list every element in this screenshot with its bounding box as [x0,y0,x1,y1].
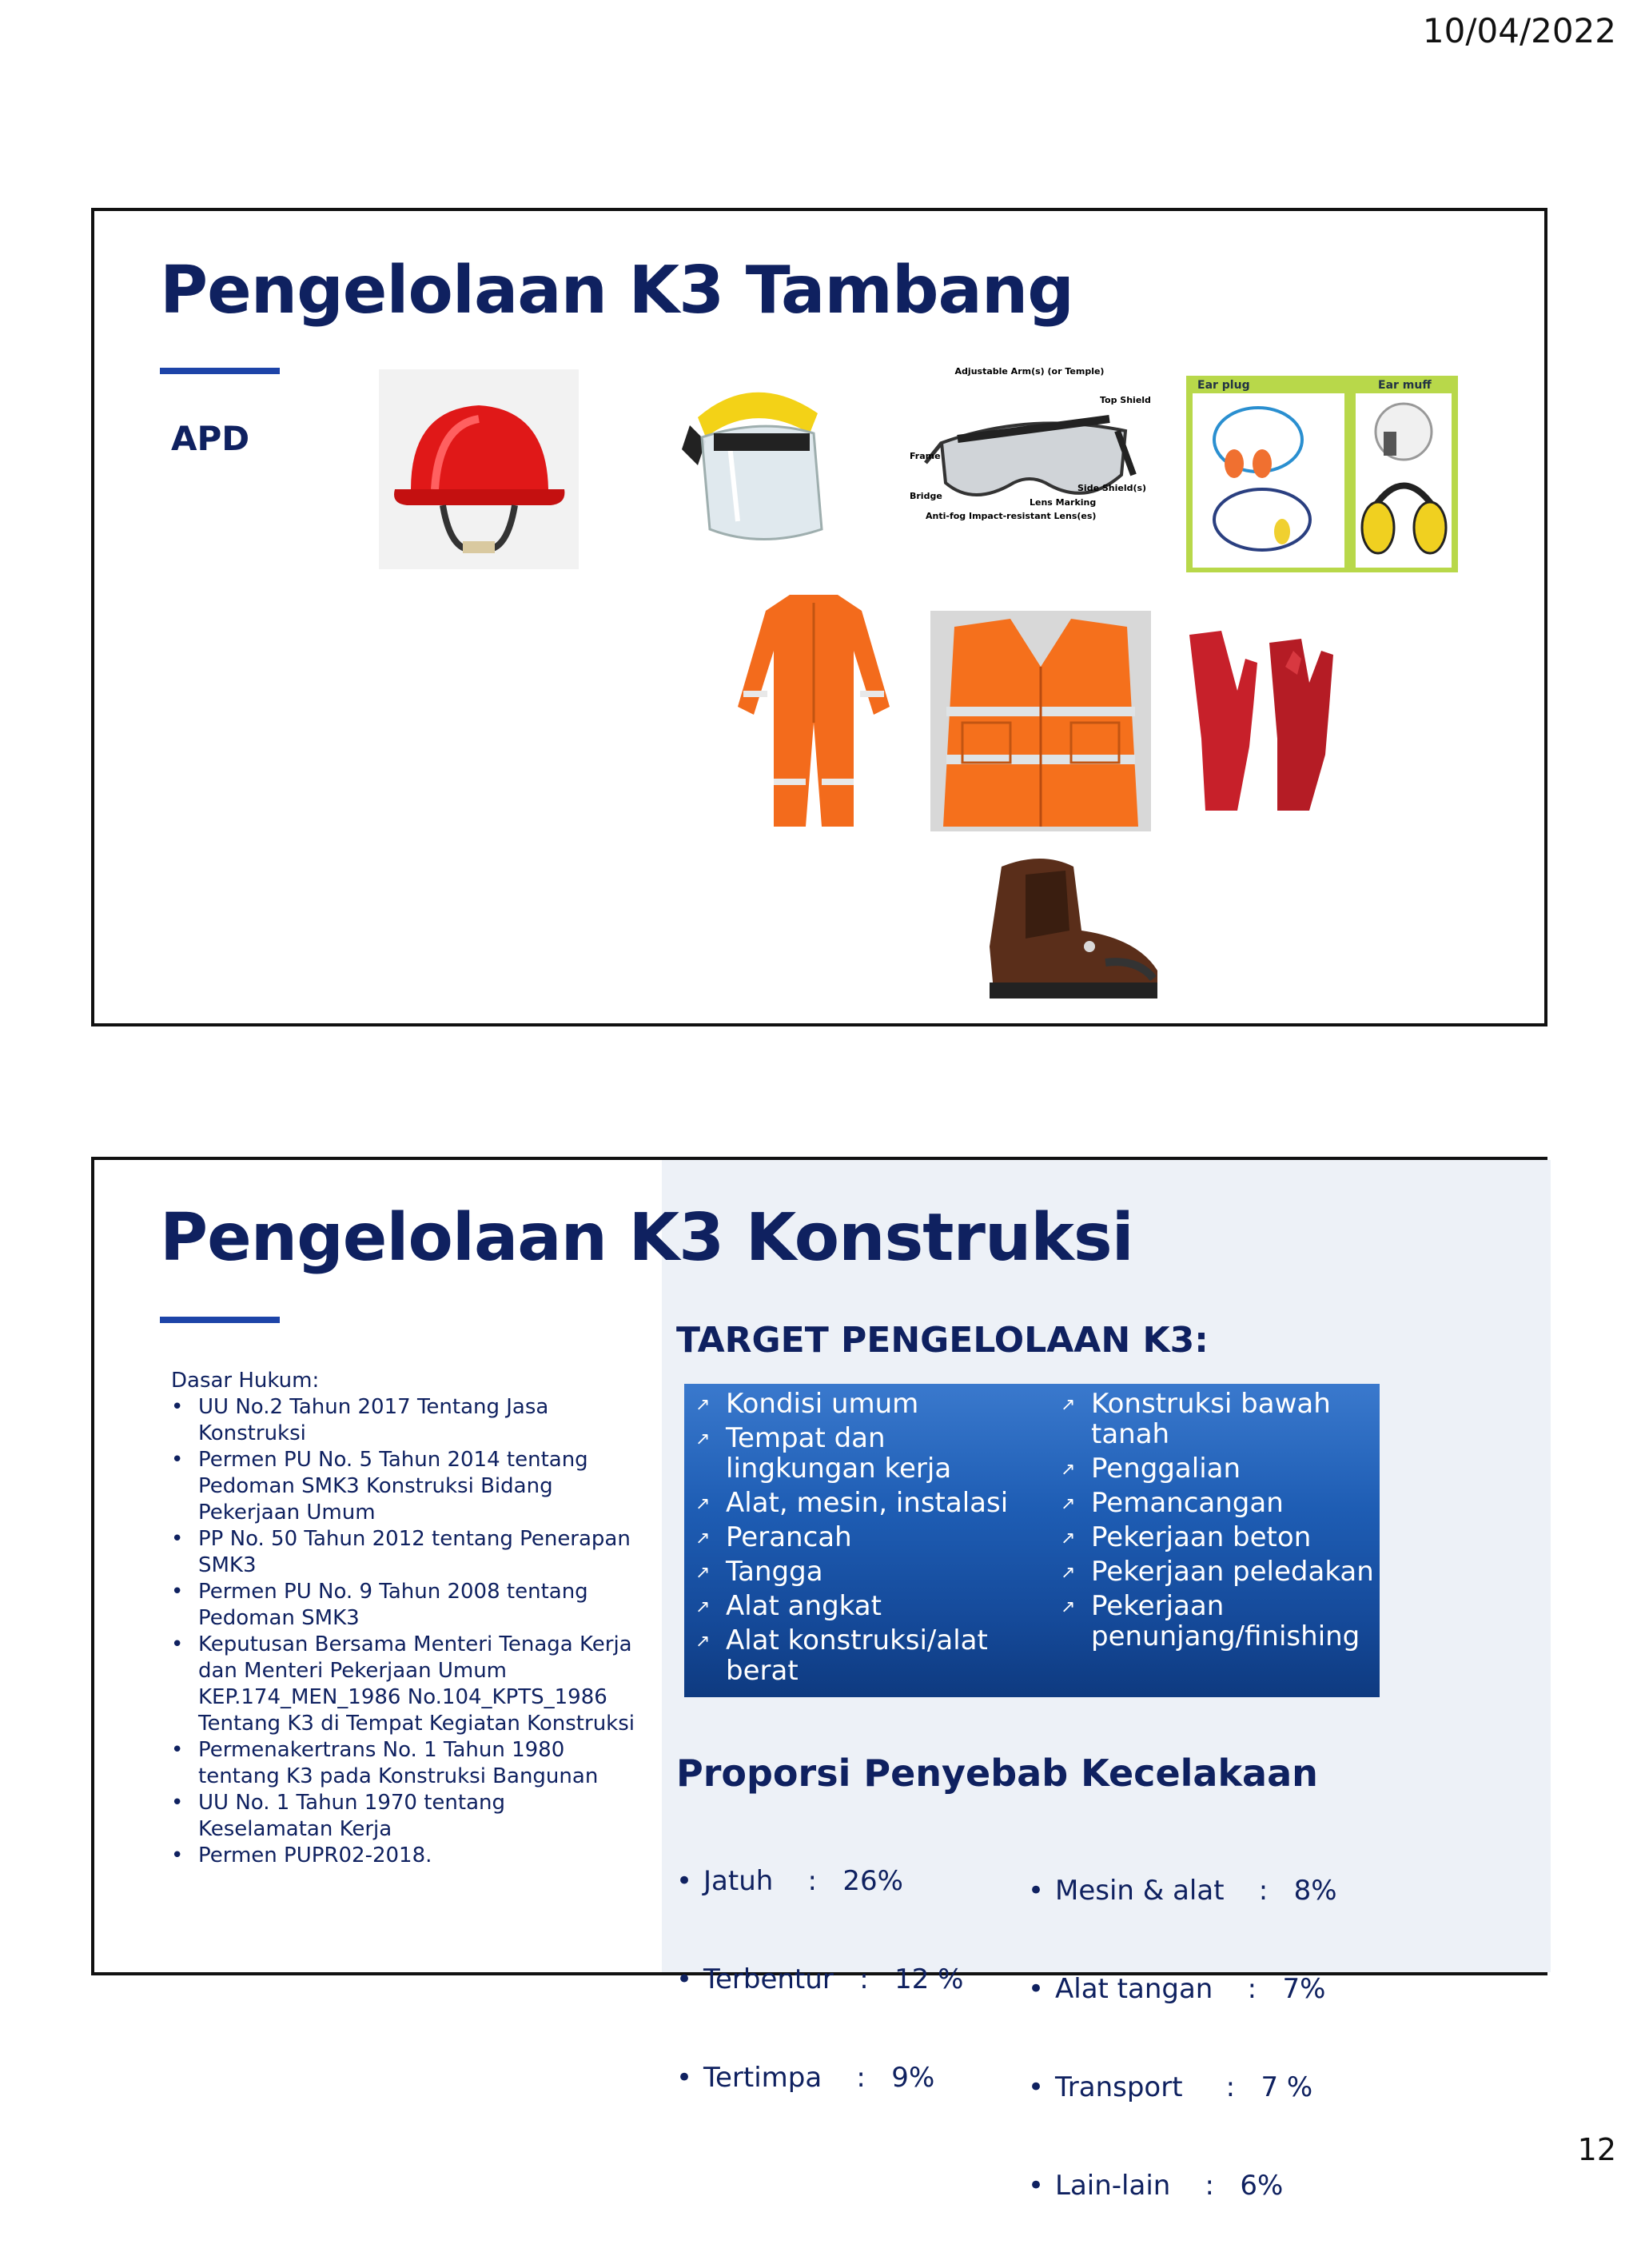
target-list-left [691,1389,1034,1690]
slide-title: Pengelolaan K3 Tambang [160,253,1073,329]
list-item: • UU No.2 Tahun 2017 Tentang Jasa Konstruksi [171,1394,635,1447]
list-item: • Transport : 7 % [1028,2071,1337,2104]
arrow-icon: ↗ [1061,1460,1076,1480]
proportion-heading: Proporsi Penyebab Kecelakaan [676,1752,1318,1795]
list-item: • Permenakertrans No. 1 Tahun 1980 tentang K3 pada Konstruksi Bangunan [171,1737,635,1790]
list-item: • Permen PU No. 9 Tahun 2008 tentang Pedoman SMK3 [171,1579,635,1632]
safety-boot-image [978,851,1169,1002]
list-item: ↗ Pemancangan [1061,1487,1284,1519]
legal-list [171,1394,635,1869]
gloves-image [1181,627,1357,819]
arrow-icon: ↗ [1061,1597,1076,1617]
list-item: • Terbentur : 12 % [676,1963,963,1996]
list-item: ↗ Tangga [695,1556,823,1588]
legal-basis [171,1368,635,1869]
page-number: 12 [1577,2132,1616,2167]
callout-side-shield: Side Shield(s) [1077,483,1147,493]
callout-frame: Frame [910,451,941,461]
list-item: ↗ Pekerjaan beton [1061,1521,1312,1553]
face-shield-image [658,369,850,553]
list-item: ↗ Penggalian [1061,1453,1241,1485]
title-accent-bar [160,368,280,374]
arrow-icon: ↗ [695,1563,711,1583]
callout-top-shield: Top Shield [1100,395,1151,405]
list-item: ↗ Alat, mesin, instalasi [695,1487,1009,1519]
list-item: • Lain-lain : 6% [1028,2170,1337,2202]
callout-temple: Adjustable Arm(s) (or Temple) [954,366,1105,377]
arrow-icon: ↗ [1061,1494,1076,1514]
arrow-icon: ↗ [1061,1563,1076,1583]
ear-plug-label: Ear plug [1197,379,1250,392]
list-item: ↗ Konstruksi bawah tanah [1061,1388,1331,1450]
safety-glasses-diagram [910,363,1149,563]
document-date: 10/04/2022 [1422,11,1616,50]
arrow-icon: ↗ [1061,1529,1076,1549]
slide-title: Pengelolaan K3 Konstruksi [160,1200,1133,1276]
apd-label: APD [171,419,250,458]
list-item: ↗ Pekerjaan penunjang/finishing [1061,1590,1360,1652]
callout-lens: Anti-fog Impact-resistant Lens(es) [926,511,1097,521]
list-item: • Alat tangan : 7% [1028,1973,1337,2006]
slide-k3-tambang [91,208,1547,1026]
list-item: ↗ Tempat dan lingkungan kerja [695,1422,952,1485]
ear-muff-label: Ear muff [1378,379,1432,392]
arrow-icon: ↗ [695,1494,711,1514]
list-item: ↗ Alat konstruksi/alat berat [695,1624,988,1687]
list-item: • PP No. 50 Tahun 2012 tentang Penerapan SMK3 [171,1526,635,1579]
proportion-list-right [1028,1809,1337,2268]
list-item: • UU No. 1 Tahun 1970 tentang Keselamatan Kerja [171,1790,635,1843]
arrow-icon: ↗ [1061,1395,1076,1415]
callout-bridge: Bridge [910,491,942,501]
safety-vest-image [930,611,1151,831]
arrow-icon: ↗ [695,1395,711,1415]
list-item: • Keputusan Bersama Menteri Tenaga Kerja dan Menteri Pekerjaan Umum KEP.174_MEN_1986 No.104_KPTS_1986 Tentang K3 di Tempat Kegiatan Konstruksi [171,1632,635,1737]
slide-k3-konstruksi [91,1157,1547,2202]
list-item: ↗ Pekerjaan peledakan [1061,1556,1374,1588]
coverall-image [734,587,894,835]
arrow-icon: ↗ [695,1597,711,1617]
list-item: • Tertimpa : 9% [676,2062,963,2095]
list-item: • Jatuh : 26% [676,1865,963,1898]
list-item: ↗ Kondisi umum [695,1388,919,1420]
callout-lens-marking: Lens Marking [1030,497,1097,508]
proportion-list-left [676,1800,963,2160]
target-box [684,1384,1380,1697]
list-item: • Permen PU No. 5 Tahun 2014 tentang Pedoman SMK3 Konstruksi Bidang Pekerjaan Umum [171,1447,635,1526]
target-list-right [1056,1389,1376,1656]
list-item: ↗ Perancah [695,1521,852,1553]
title-accent-bar [160,1317,280,1323]
safety-helmet-image [379,369,579,569]
legal-heading: Dasar Hukum: [171,1369,320,1393]
arrow-icon: ↗ [695,1429,711,1449]
ear-protection-image [1186,376,1458,572]
list-item: ↗ Alat angkat [695,1590,882,1622]
list-item: • Permen PUPR02-2018. [171,1843,635,1869]
list-item: • Mesin & alat : 8% [1028,1875,1337,1907]
arrow-icon: ↗ [695,1632,711,1652]
target-heading: TARGET PENGELOLAAN K3: [676,1320,1209,1361]
arrow-icon: ↗ [695,1529,711,1549]
